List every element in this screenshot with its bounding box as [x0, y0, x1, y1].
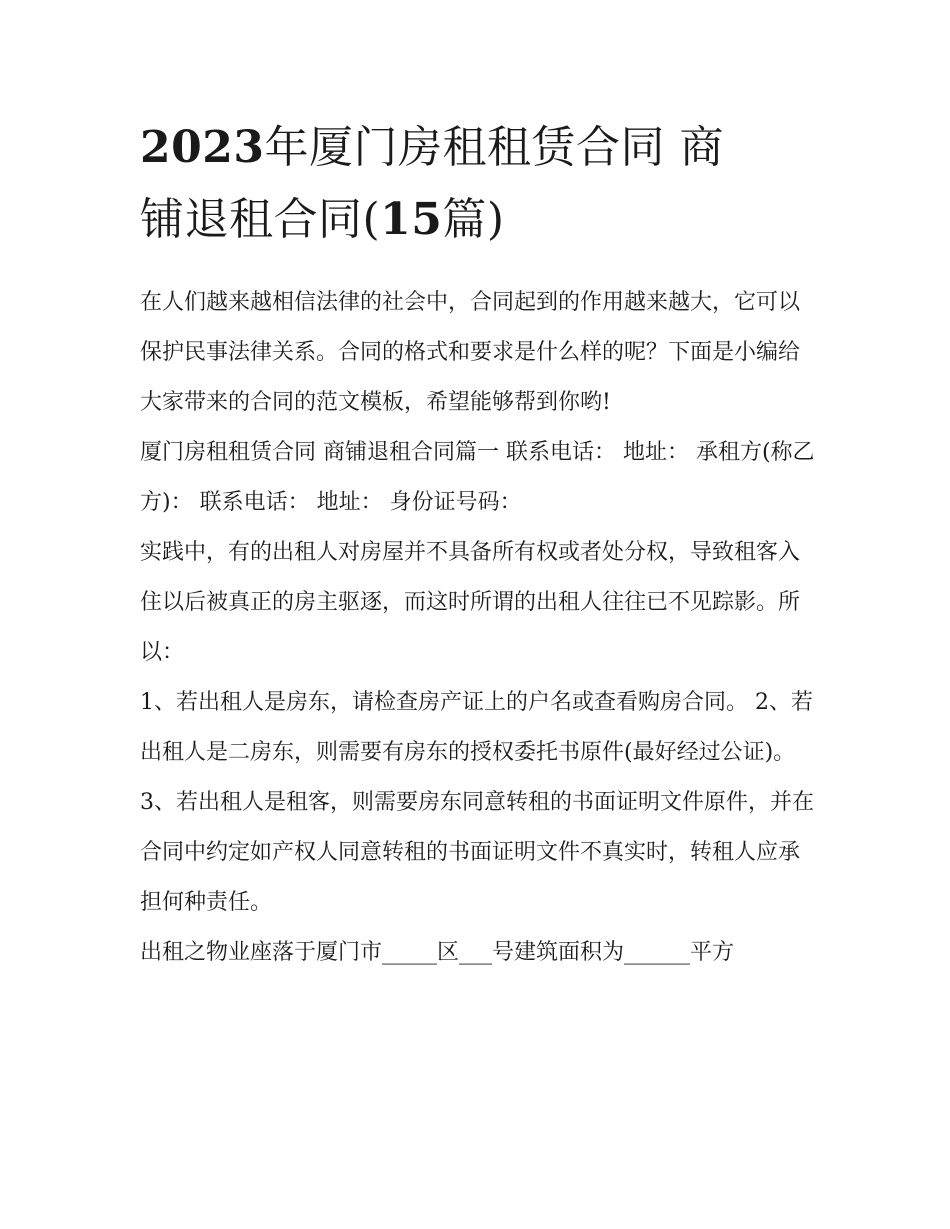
title-count: 15	[380, 194, 443, 245]
title-text-line1: 年厦门房租租赁合同 商	[264, 122, 724, 173]
title-year: 2023	[140, 122, 265, 173]
title-text-end: 篇)	[442, 194, 505, 245]
paragraph-property: 出租之物业座落于厦门市_____区___号建筑面积为______平方	[140, 940, 735, 965]
document-title	[140, 112, 820, 256]
paragraph-item-3: 3、若出租人是租客，则需要房东同意转租的书面证明文件原件，并在合同中约定如产权人同意转租的书面证明文件不真实时，转租人应承担何种责任。	[140, 790, 814, 915]
document-page	[140, 112, 820, 978]
paragraph-contact-info: 厦门房租租赁合同 商铺退租合同篇一 联系电话： 地址： 承租方(称乙方)： 联系电话： 地址： 身份证号码：	[140, 440, 815, 515]
paragraph-item-1-2: 1、若出租人是房东，请检查房产证上的户名或查看购房合同。 2、若出租人是二房东，则需要有房东的授权委托书原件(最好经过公证)。	[140, 690, 813, 765]
paragraph-practice: 实践中，有的出租人对房屋并不具备所有权或者处分权，导致租客入住以后被真正的房主驱逐，而这时所谓的出租人往往已不见踪影。所以：	[140, 540, 801, 665]
paragraph-intro: 在人们越来越相信法律的社会中，合同起到的作用越来越大，它可以保护民事法律关系。合同的格式和要求是什么样的呢？下面是小编给大家带来的合同的范文模板，希望能够帮到你哟!	[140, 290, 801, 415]
document-body	[140, 278, 820, 978]
title-text-line2: 铺退租合同(	[140, 194, 381, 245]
